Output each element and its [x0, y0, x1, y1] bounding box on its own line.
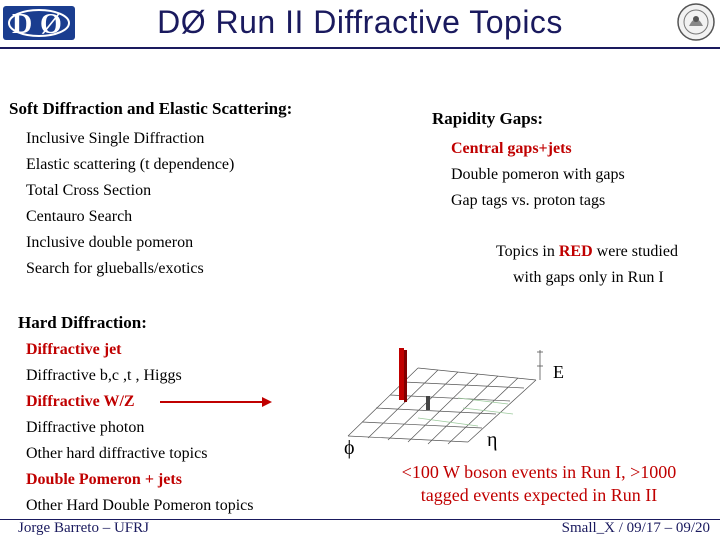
soft-diffraction-list [26, 126, 234, 282]
svg-text:Ø: Ø [40, 9, 62, 40]
list-item: Search for glueballs/exotics [26, 260, 204, 277]
svg-text:D: D [12, 9, 33, 40]
list-item: Inclusive Single Diffraction [26, 130, 205, 147]
lego-plot [338, 338, 563, 448]
title-divider [0, 47, 720, 49]
phi-axis-label: ϕ [344, 437, 355, 459]
university-seal-icon [676, 2, 716, 42]
arrow-icon [160, 395, 272, 409]
list-item: Central gaps+jets [451, 140, 572, 157]
list-item: Diffractive b,c ,t , Higgs [26, 367, 182, 384]
list-item: Inclusive double pomeron [26, 234, 194, 251]
rapidity-gaps-list [451, 136, 625, 214]
footer-event: Small_X / 09/17 – 09/20 [561, 520, 710, 536]
hard-diffraction-heading: Hard Diffraction: [18, 313, 147, 332]
red-topics-note [496, 239, 678, 291]
hard-diffraction-list [26, 337, 254, 519]
eta-axis-label: η [487, 429, 498, 451]
note-line-1: Topics in RED were studied [496, 243, 678, 260]
list-item: Diffractive W/Z [26, 393, 135, 410]
footer-author: Jorge Barreto – UFRJ [18, 520, 149, 536]
list-item: Double Pomeron + jets [26, 471, 182, 488]
list-item: Elastic scattering (t dependence) [26, 156, 235, 173]
energy-axis-label: E [553, 362, 564, 382]
list-item: Diffractive photon [26, 419, 145, 436]
list-item: Other hard diffractive topics [26, 445, 208, 462]
note-line-2: with gaps only in Run I [513, 269, 664, 286]
list-item: Other Hard Double Pomeron topics [26, 497, 254, 514]
rapidity-gaps-heading: Rapidity Gaps: [432, 109, 543, 128]
red-keyword: RED [558, 243, 593, 260]
list-item: Gap tags vs. proton tags [451, 192, 606, 209]
page-title: DØ Run II Diffractive Topics [157, 4, 563, 40]
list-item: Diffractive jet [26, 341, 122, 358]
events-line-1: <100 W boson events in Run I, >1000 [401, 462, 677, 482]
soft-diffraction-heading: Soft Diffraction and Elastic Scattering: [9, 99, 293, 118]
list-item: Total Cross Section [26, 182, 152, 199]
events-line-2: tagged events expected in Run II [420, 485, 658, 505]
list-item: Double pomeron with gaps [451, 166, 625, 183]
events-callout [380, 461, 698, 517]
list-item: Centauro Search [26, 208, 133, 225]
